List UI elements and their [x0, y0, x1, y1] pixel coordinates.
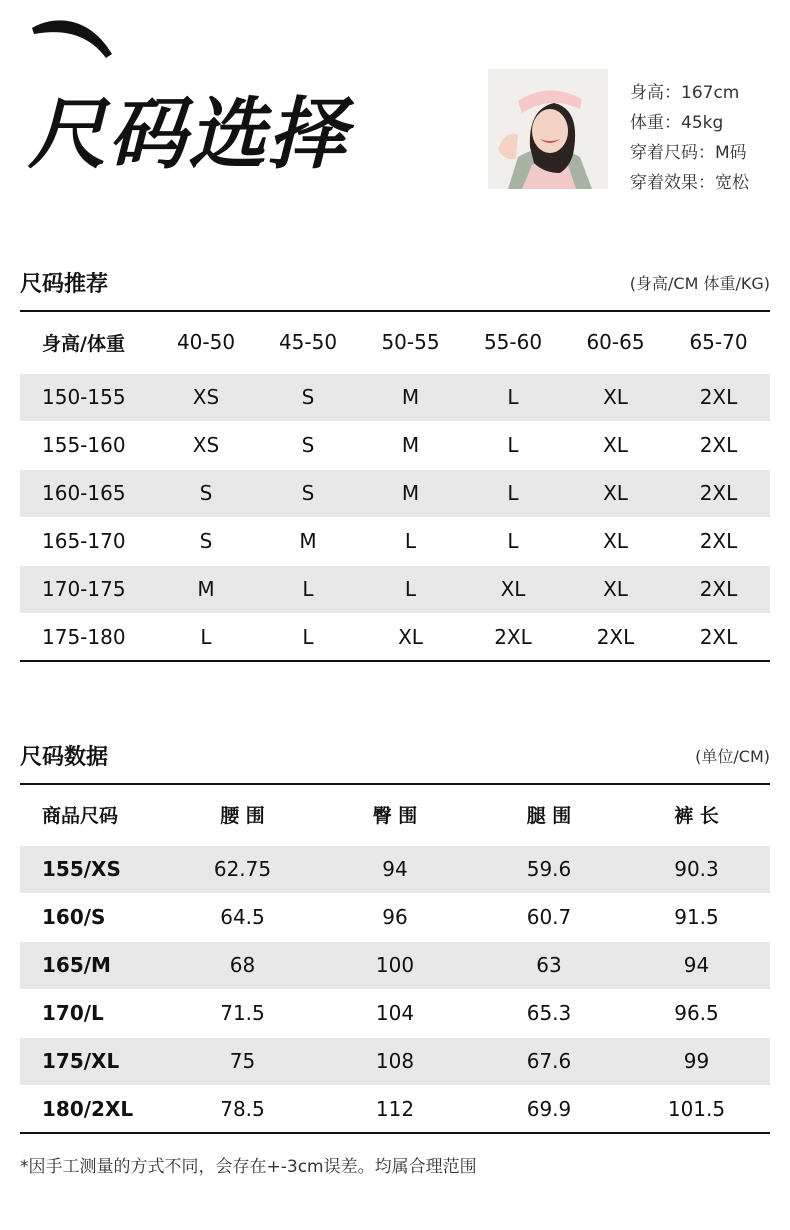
table-cell: 90.3 [674, 857, 719, 881]
table-cell: L [302, 577, 314, 601]
column-header: 50-55 [381, 330, 440, 355]
table-row [20, 565, 770, 613]
table-cell: L [302, 624, 314, 649]
column-header: 臀 围 [372, 805, 418, 828]
table-row [20, 469, 770, 517]
table-cell: XS [192, 433, 220, 457]
table-cell: 96 [382, 905, 408, 929]
table-header-row [20, 311, 770, 373]
row-label: 165/M [42, 953, 111, 977]
table-cell: XL [603, 433, 628, 457]
table-cell: XL [603, 529, 628, 553]
column-header: 裤 长 [674, 805, 719, 828]
table-row [20, 1037, 770, 1085]
model-size-worn: 穿着尺码：M码 [630, 143, 747, 163]
table-cell: M [197, 577, 215, 601]
column-header: 45-50 [278, 330, 338, 355]
row-label: 150-155 [42, 385, 126, 409]
table-cell: 75 [229, 1049, 256, 1073]
row-label: 175-180 [42, 624, 126, 649]
measurements-title: 尺码数据 [20, 745, 109, 770]
table-row [20, 421, 770, 469]
table-cell: 65.3 [526, 1001, 572, 1025]
table-cell: 99 [683, 1049, 710, 1073]
corner-header: 身高/体重 [42, 332, 125, 355]
table-cell: M [401, 481, 420, 505]
row-label: 165-170 [42, 529, 126, 553]
column-header: 40-50 [176, 330, 236, 355]
table-cell: S [301, 385, 315, 409]
recommend-unit: (身高/CM 体重/KG) [629, 274, 770, 293]
row-label: 180/2XL [42, 1096, 134, 1121]
table-cell: 63 [536, 953, 562, 977]
table-row [20, 373, 770, 421]
table-cell: 2XL [699, 529, 738, 553]
table-row [20, 613, 770, 661]
column-header: 60-65 [586, 330, 645, 355]
table-cell: 2XL [699, 385, 738, 409]
table-cell: XL [603, 577, 628, 601]
table-cell: 69.9 [526, 1096, 572, 1121]
table-cell: S [199, 529, 213, 553]
table-cell: L [404, 529, 417, 553]
table-cell: XS [192, 385, 220, 409]
table-row [20, 845, 770, 893]
column-header: 腿 围 [526, 805, 572, 828]
model-info [630, 78, 749, 198]
table-cell: 94 [382, 857, 408, 881]
table-cell: L [404, 577, 417, 601]
table-cell: L [507, 433, 519, 457]
table-cell: 2XL [699, 481, 738, 505]
table-cell: 78.5 [220, 1096, 265, 1121]
model-height: 身高：167cm [630, 83, 740, 103]
row-label: 155/XS [42, 857, 121, 881]
table-cell: 108 [375, 1049, 415, 1073]
table-header-row [20, 784, 770, 845]
row-label: 155-160 [42, 433, 126, 457]
table-cell: 2XL [596, 624, 635, 649]
table-cell: 60.7 [526, 905, 572, 929]
table-cell: S [199, 481, 213, 505]
model-fit: 穿着效果：宽松 [630, 173, 749, 193]
page-title: 尺码选择 [28, 89, 349, 180]
table-cell: S [301, 433, 315, 457]
model-weight: 体重：45kg [630, 113, 724, 133]
table-cell: L [507, 385, 519, 409]
column-header: 腰 围 [220, 805, 265, 828]
table-cell: L [507, 529, 519, 553]
table-cell: M [299, 529, 317, 553]
table-cell: 64.5 [220, 905, 265, 929]
row-label: 160/S [42, 905, 106, 929]
column-header: 55-60 [483, 330, 543, 355]
model-photo [488, 69, 608, 189]
table-cell: 68 [229, 953, 256, 977]
table-cell: XL [603, 481, 628, 505]
row-label: 160-165 [42, 481, 126, 505]
footnote: *因手工测量的方式不同，会存在+-3cm误差。均属合理范围 [20, 1157, 477, 1177]
corner-header: 商品尺码 [42, 805, 119, 828]
table-cell: XL [500, 577, 526, 601]
table-row [20, 989, 770, 1037]
recommend-title: 尺码推荐 [20, 272, 109, 297]
brand-logo [30, 14, 114, 60]
table-cell: 62.75 [213, 857, 272, 881]
table-cell: 100 [375, 953, 415, 977]
row-label: 170/L [42, 1001, 104, 1025]
table-row [20, 893, 770, 941]
table-cell: 96.5 [674, 1001, 719, 1025]
table-cell: L [200, 624, 212, 649]
column-header: 65-70 [689, 330, 748, 355]
table-cell: M [401, 433, 420, 457]
table-cell: 2XL [699, 433, 738, 457]
table-row [20, 1085, 770, 1133]
table-row [20, 517, 770, 565]
table-cell: XL [398, 624, 423, 649]
table-cell: M [401, 385, 420, 409]
table-cell: 94 [683, 953, 710, 977]
table-cell: XL [603, 385, 628, 409]
table-cell: 59.6 [526, 857, 572, 881]
table-cell: 2XL [699, 577, 738, 601]
table-cell: 112 [375, 1096, 415, 1121]
table-cell: 67.6 [526, 1049, 572, 1073]
row-label: 175/XL [42, 1049, 120, 1073]
size-recommend-table [20, 310, 770, 662]
measurements-unit: (单位/CM) [695, 747, 770, 766]
table-cell: L [507, 481, 519, 505]
table-row [20, 941, 770, 989]
table-cell: 91.5 [674, 905, 719, 929]
row-label: 170-175 [42, 577, 126, 601]
table-cell: 104 [375, 1001, 415, 1025]
table-cell: 2XL [699, 624, 738, 649]
table-cell: 71.5 [220, 1001, 265, 1025]
table-cell: 2XL [494, 624, 532, 649]
table-cell: S [301, 481, 315, 505]
size-measurement-table [20, 783, 770, 1134]
table-cell: 101.5 [667, 1096, 726, 1121]
